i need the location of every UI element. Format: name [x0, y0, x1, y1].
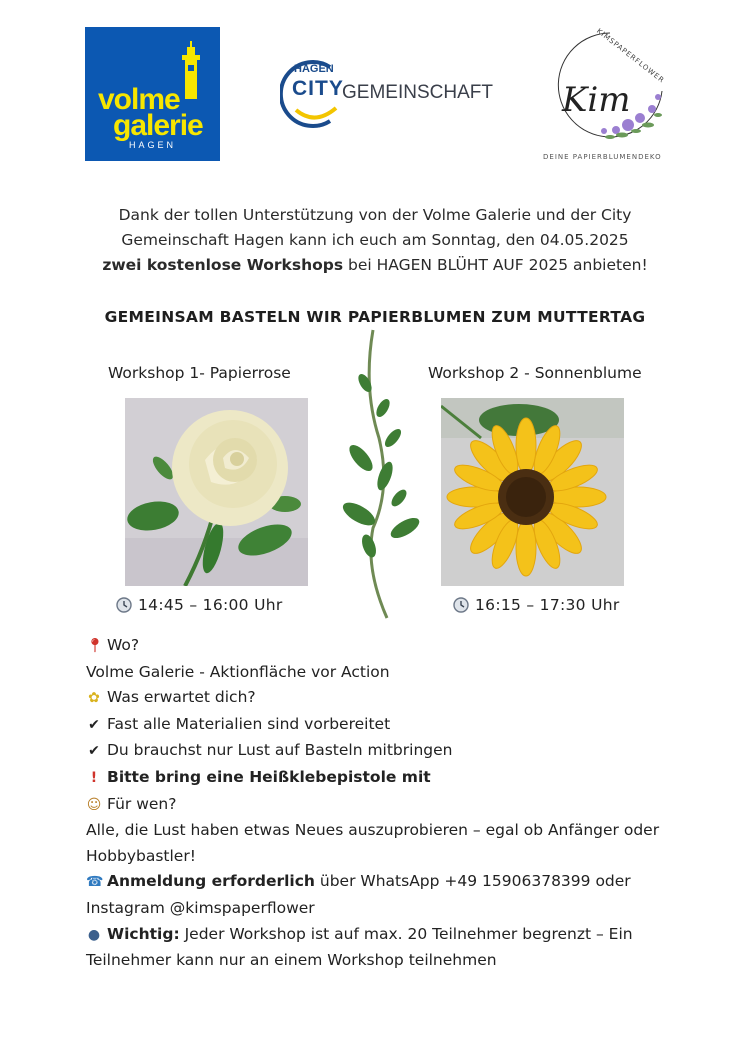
phone-icon: ☎ [86, 874, 104, 891]
expect-question: ✿ Was erwartet dich? [86, 685, 706, 712]
workshop-1-title: Workshop 1- Papierrose [108, 364, 291, 382]
kim-script: Kim [562, 80, 631, 120]
intro-line-3-rest: bei HAGEN BLÜHT AUF 2025 anbieten! [343, 256, 648, 274]
intro-line-1: Dank der tollen Unterstützung von der Volme Galerie und der City [118, 206, 632, 224]
galerie-word: galerie [113, 109, 203, 142]
city-text: CITY [292, 77, 344, 100]
volme-word: volme [98, 83, 180, 116]
people-icon: ● [87, 926, 101, 943]
check-item-2: ✔ Du brauchst nur Lust auf Basteln mitbringen [86, 738, 706, 765]
person-icon: ☺ [86, 796, 102, 813]
intro-text [60, 203, 690, 278]
registration-line: ☎ Anmeldung erforderlich über WhatsApp +49 15906378399 oder [86, 869, 706, 896]
kim-arc-text: KIMSPAPERFLOWER [595, 27, 666, 85]
gemeinschaft-text: GEMEINSCHAFT [342, 82, 493, 103]
intro-bold: zwei kostenlose Workshops [102, 256, 344, 274]
headline: GEMEINSAM BASTELN WIR PAPIERBLUMEN ZUM MUTTERTAG [104, 308, 646, 326]
where-answer: Volme Galerie - Aktionfläche vor Action [86, 662, 390, 681]
workshop-2-time-text: 16:15 – 17:30 Uhr [475, 596, 620, 614]
who-answer-1: Alle, die Lust haben etwas Neues auszuprobieren – egal ob Anfänger oder [86, 821, 660, 840]
hagen-word: HAGEN [129, 140, 177, 150]
city-hagen-text: HAGEN [294, 63, 334, 75]
flower-icon: ✿ [88, 690, 100, 707]
sunflower-photo [441, 398, 624, 586]
city-gemeinschaft-logo [280, 58, 500, 130]
workshop-1-time [116, 596, 283, 614]
volme-galerie-logo [85, 27, 220, 161]
clock-icon [453, 597, 469, 613]
rose-photo [125, 398, 308, 586]
bring-notice: ! Bitte bring eine Heißklebepistole mit [86, 765, 706, 792]
where-question: 📍︎ Wo? [86, 633, 706, 660]
check-item-1: ✔ Fast alle Materialien sind vorbereitet [86, 712, 706, 739]
workshop-2-title: Workshop 2 - Sonnenblume [428, 364, 642, 382]
check-icon: ✔ [88, 743, 100, 760]
pin-icon: 📍︎ [86, 638, 104, 654]
details-section [86, 633, 706, 974]
check-icon: ✔ [88, 716, 100, 733]
vine-decoration [335, 328, 425, 620]
who-answer-2: Hobbybastler! [86, 846, 196, 865]
who-question: ☺ Für wen? [86, 792, 706, 819]
kim-tagline: DEINE PAPIERBLUMENDEKO [543, 153, 662, 161]
registration-line-2: Instagram @kimspaperflower [86, 898, 315, 917]
workshop-2-time [453, 596, 620, 614]
important-line-2: Teilnehmer kann nur an einem Workshop teilnehmen [86, 951, 497, 970]
tower-icon [177, 41, 205, 101]
intro-line-3 [60, 253, 690, 278]
clock-icon [116, 597, 132, 613]
exclamation-icon: ! [90, 769, 98, 786]
kimspaperflower-logo [540, 25, 675, 165]
intro-line-2: Gemeinschaft Hagen kann ich euch am Sonntag, den 04.05.2025 [121, 231, 629, 249]
important-line: ● Wichtig: Jeder Workshop ist auf max. 20 Teilnehmer begrenzt – Ein [86, 922, 706, 949]
workshop-1-time-text: 14:45 – 16:00 Uhr [138, 596, 283, 614]
